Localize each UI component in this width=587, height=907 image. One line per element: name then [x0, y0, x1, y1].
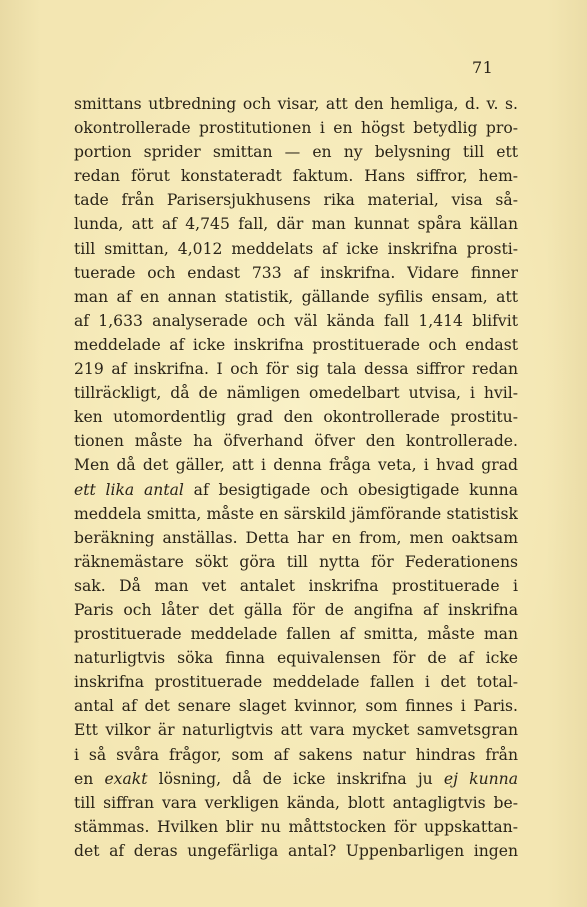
italic-phrase: ett lika antal [74, 480, 184, 499]
text-line-17: ett lika antal af besigtigade och obesigtigade kunna [74, 480, 518, 499]
text-line-30: till siffran vara verkligen kända, blott antagligtvis be- [74, 793, 518, 812]
text-line-3: portion sprider smittan — en ny belysning till ett [74, 143, 518, 162]
text-line-22: Paris och låter det gälla för de angifna af inskrifna [74, 600, 518, 619]
text-line-9: man af en annan statistik, gällande syfilis ensam, att [74, 287, 518, 306]
text-line-27: Ett vilkor är naturligtvis att vara mycket samvetsgran [74, 721, 518, 740]
text-line-24: naturligtvis söka finna equivalensen för de af icke [74, 649, 518, 668]
text-line-14: ken utomordentlig grad den okontrollerade prostitu- [74, 408, 518, 427]
page-number: 71 [472, 58, 494, 77]
text-line-12: 219 af inskrifna. I och för sig tala dessa siffror redan [74, 360, 518, 379]
text-line-31: stämmas. Hvilken blir nu måttstocken för uppskattan- [74, 817, 518, 836]
text-line-20: räknemästare sökt göra till nytta för Federationens [74, 552, 518, 571]
text-line-6: lunda, att af 4,745 fall, där man kunnat spåra källan [74, 215, 518, 234]
text-line-5: tade från Parisersjukhusens rika material, visa så- [74, 191, 518, 210]
text-line-25: inskrifna prostituerade meddelade fallen i det total- [74, 673, 518, 692]
text-line-19: beräkning anställas. Detta har en from, men oaktsam [74, 528, 518, 547]
text-line-18: meddela smitta, måste en särskild jämförande statistisk [74, 504, 518, 523]
text-line-4: redan förut konstateradt faktum. Hans siffror, hem- [74, 167, 518, 186]
text-line-8: tuerade och endast 733 af inskrifna. Vidare finner [74, 263, 518, 282]
text-line-29: en exakt lösning, då de icke inskrifna ju ej kunna [74, 769, 518, 788]
text-line-11: meddelade af icke inskrifna prostituerade och endast [74, 335, 518, 354]
text-line-13: tillräckligt, då de nämligen omedelbart utvisa, i hvil- [74, 384, 518, 403]
text-line-7: till smittan, 4,012 meddelats af icke inskrifna prosti- [74, 239, 518, 258]
text-line-1: smittans utbredning och visar, att den hemliga, d. v. s. [74, 95, 518, 113]
text-line-16: Men då det gäller, att i denna fråga veta, i hvad grad [74, 456, 518, 475]
text-line-2: okontrollerade prostitutionen i en högst betydlig pro- [74, 119, 518, 138]
text-line-15: tionen måste ha öfverhand öfver den kontrollerade. [74, 432, 518, 451]
text-line-26: antal af det senare slaget kvinnor, som finnes i Paris. [74, 697, 518, 716]
italic-phrase: ej kunna [443, 769, 518, 788]
body-text [74, 92, 518, 863]
text-line-23: prostituerade meddelade fallen af smitta, måste man [74, 625, 518, 644]
text-line-32: det af deras ungefärliga antal? Uppenbarligen ingen [74, 841, 518, 860]
text-line-28: i så svåra frågor, som af sakens natur hindras från [74, 745, 518, 764]
text-line-10: af 1,633 analyserade och väl kända fall 1,414 blifvit [74, 311, 518, 330]
text-line-21: sak. Då man vet antalet inskrifna prostituerade i [74, 576, 518, 595]
italic-phrase: exakt [104, 769, 148, 788]
